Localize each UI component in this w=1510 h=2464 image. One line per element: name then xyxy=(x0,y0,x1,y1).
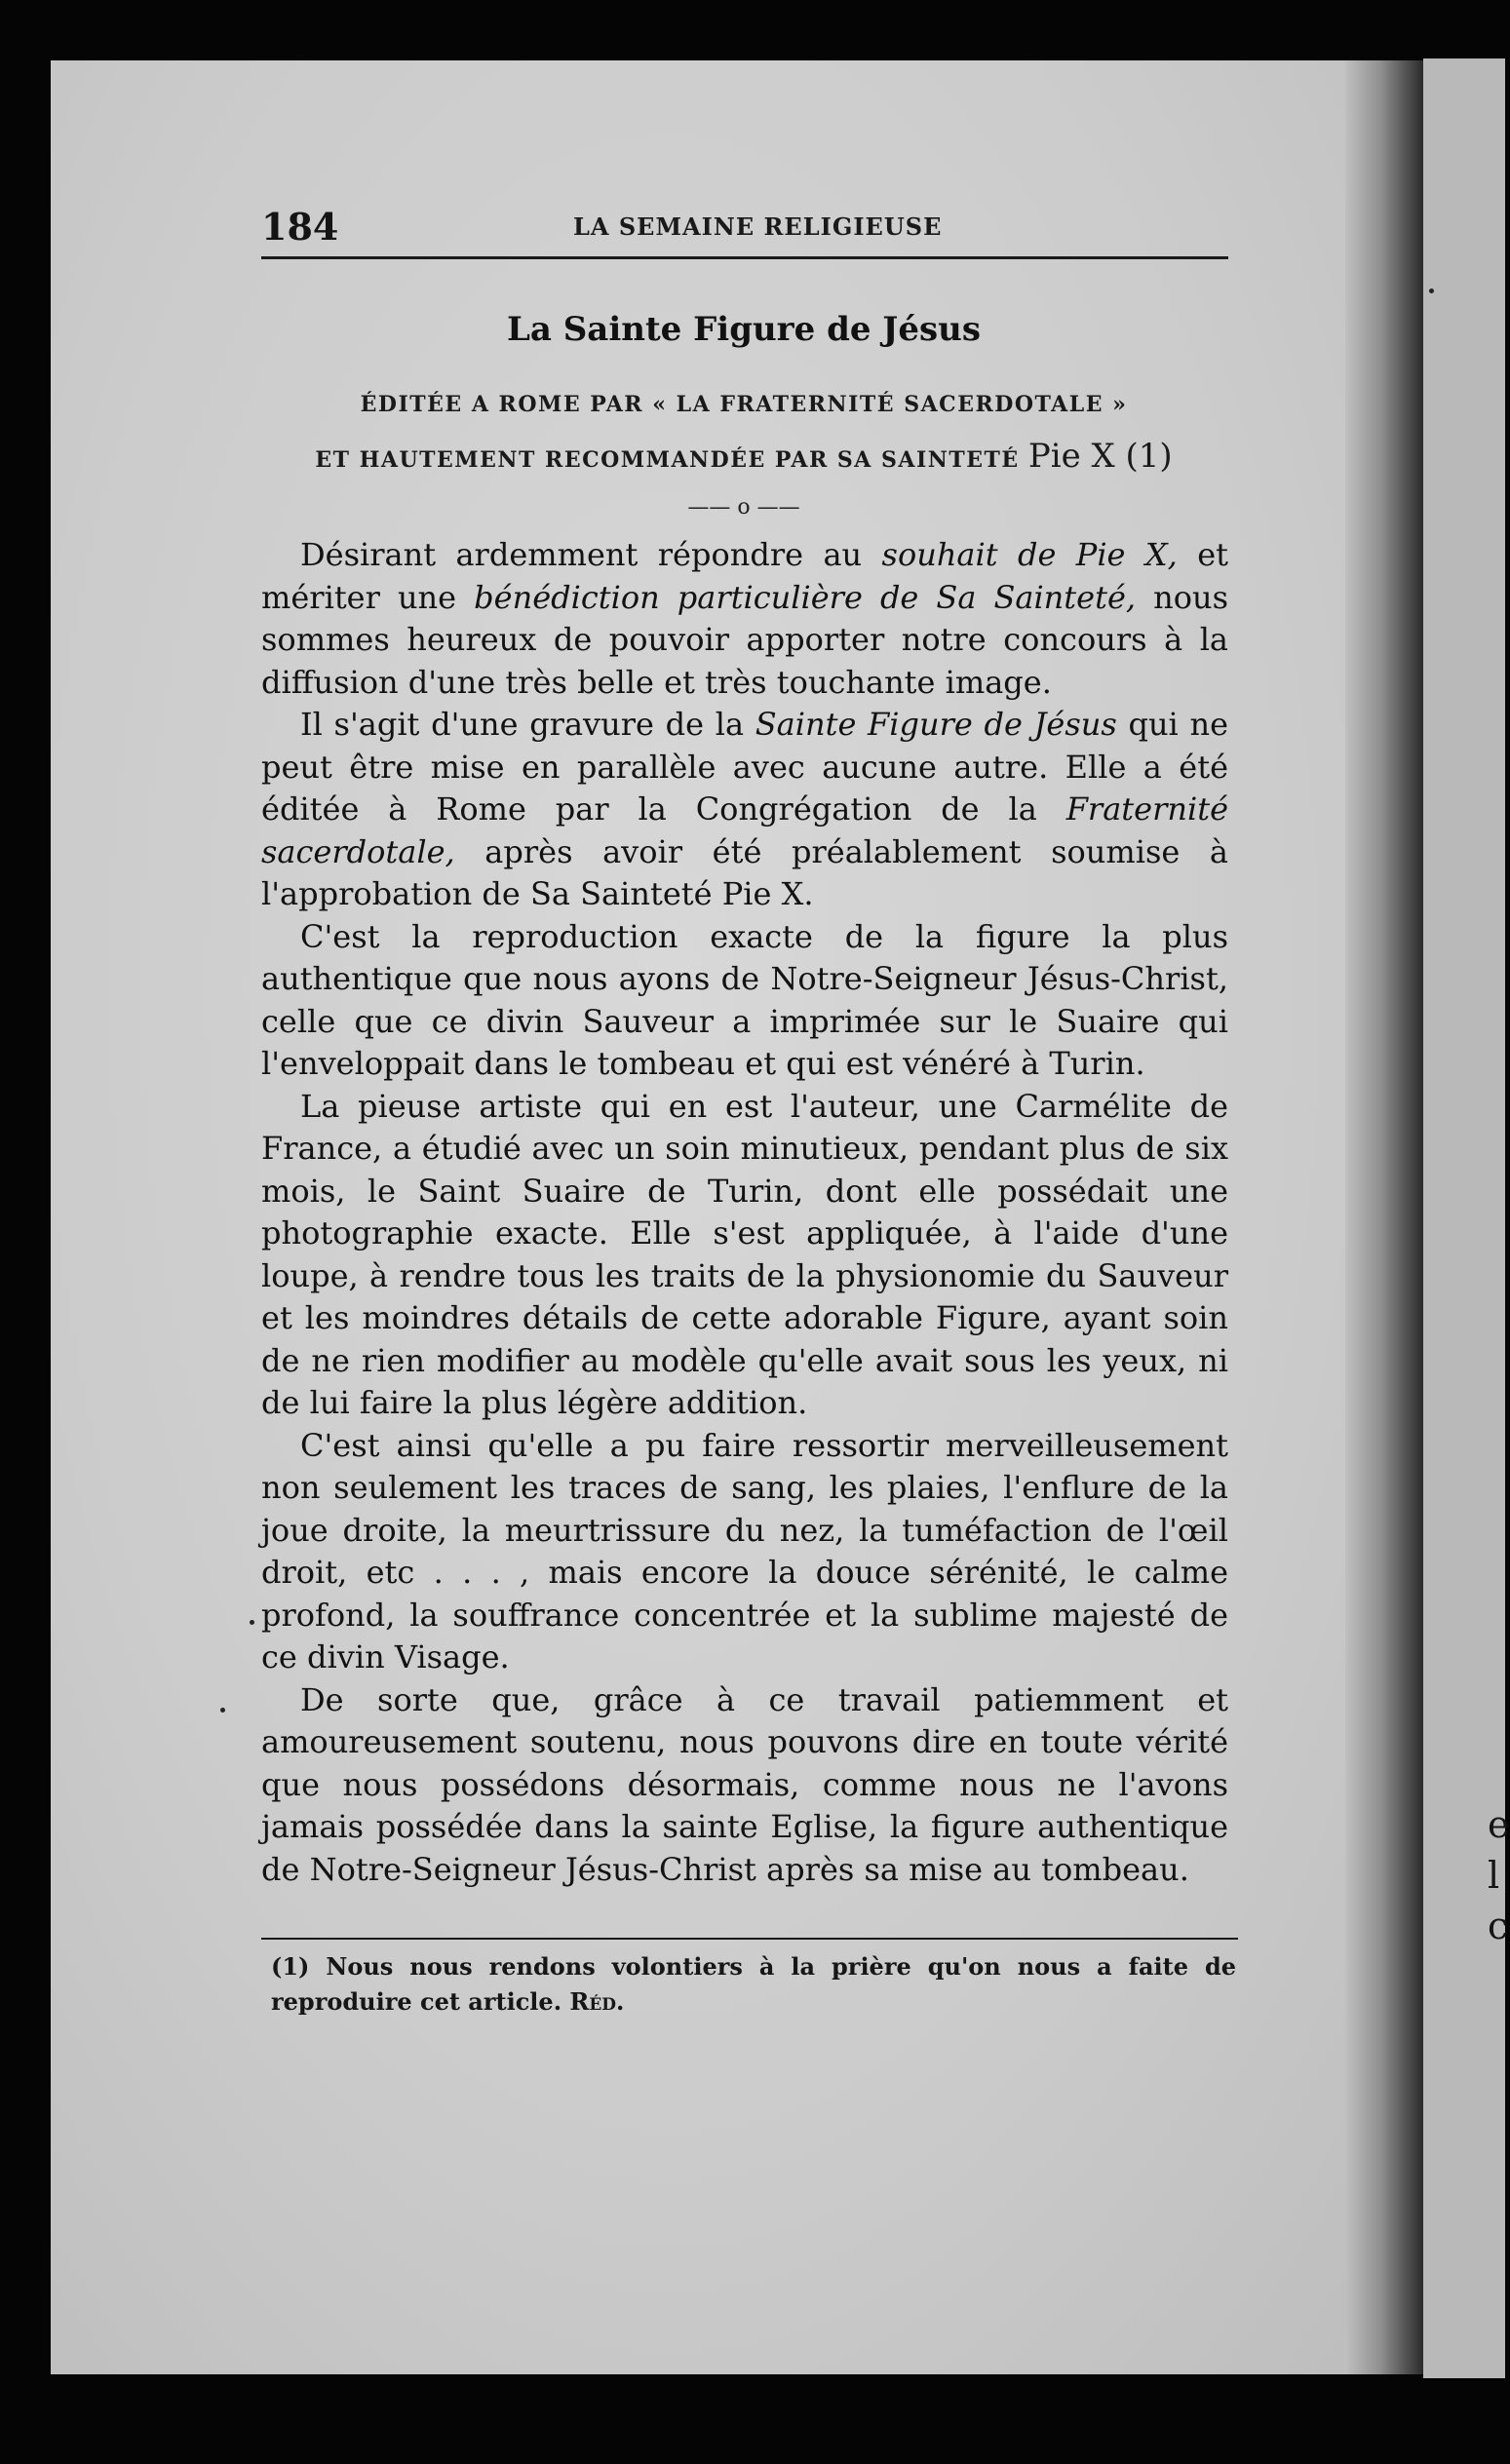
paragraph-text: après avoir été préalablement soumise à l'approbation de Sa Sainteté Pie X. xyxy=(261,832,1228,912)
footnote-text: (1) Nous nous rendons volontiers à la prière qu'on nous a faite de reproduire cet article. xyxy=(271,1952,1236,2016)
paragraph xyxy=(261,534,1228,704)
paragraph xyxy=(261,704,1228,916)
running-head: LA SEMAINE RELIGIEUSE xyxy=(573,212,943,241)
footnote xyxy=(271,1949,1236,2020)
paragraph: De sorte que, grâce à ce travail patiemment et amoureusement soutenu, nous pouvons dire en toute vérité que nous possédons désormais, comme nous ne l'avons jamais possédée dans la sainte Eglise, la figure authentique de Notre-Seigneur Jésus-Christ après sa mise au tombeau. xyxy=(261,1680,1228,1888)
scan-speck xyxy=(250,1620,254,1625)
paragraph-text: qui ne peut être mise en parallèle avec aucune autre. Elle a été éditée à Rome par la Congrégation de la xyxy=(261,706,1229,828)
article-title: La Sainte Figure de Jésus xyxy=(506,310,982,349)
page-header xyxy=(261,205,1226,253)
footnote-rule xyxy=(261,1938,1238,1940)
paragraph: C'est ainsi qu'elle a pu faire ressortir merveilleusement non seulement les traces de sang, les plaies, l'enflure de la joue droite, la meurtrissure du nez, la tuméfaction de l'œil droit, etc . . . , mais encore la douce sérénité, le calme profond, la souffrance concentrée et la sublime majesté de ce divin Visage. xyxy=(261,1426,1228,1675)
paragraph-italic: bénédiction particulière de Sa Sainteté, xyxy=(474,578,1137,616)
paragraph-italic: souhait de Pie X, xyxy=(881,536,1178,573)
subtitle-text: ET HAUTEMENT RECOMMANDÉE PAR SA SAINTETÉ xyxy=(315,447,1020,473)
scan-speck xyxy=(220,1708,225,1713)
paragraph-text: nous sommes heureux de pouvoir apporter notre concours à la diffusion d'une très belle et très touchante image. xyxy=(261,578,1229,701)
paragraph-text: Désirant ardemment répondre au xyxy=(300,536,882,573)
subtitle-pope-name: Pie X (1) xyxy=(1027,437,1173,476)
scan-speck xyxy=(1429,289,1434,293)
adjacent-page-fragment: l xyxy=(1488,1854,1500,1897)
paragraph: C'est la reproduction exacte de la figure la plus authentique que nous ayons de Notre-Seigneur Jésus-Christ, celle que ce divin Sauveur a imprimée sur le Suaire qui l'enveloppait dans le tombeau et qui est vénéré à Turin. xyxy=(261,917,1228,1082)
adjacent-page-fragment: c xyxy=(1488,1905,1509,1947)
article-body xyxy=(261,534,1228,1891)
separator-ornament: —— o —— xyxy=(687,495,800,520)
paragraph: La pieuse artiste qui en est l'auteur, une Carmélite de France, a étudié avec un soin minutieux, pendant plus de six mois, le Saint Suaire de Turin, dont elle possédait une photographie exacte. Elle s'est appliquée, à l'aide d'une loupe, à rendre tous les traits de la physionomie du Sauveur et les moindres détails de cette adorable Figure, ayant soin de ne rien modifier au modèle qu'elle avait sous les yeux, ni de lui faire la plus légère addition. xyxy=(261,1087,1228,1421)
header-rule xyxy=(261,256,1228,259)
page-gutter-shadow xyxy=(1345,60,1423,2374)
paragraph-italic: Sainte Figure de Jésus xyxy=(755,706,1117,743)
footnote-signature: Réd. xyxy=(569,1987,625,2016)
paragraph-text: Il s'agit d'une gravure de la xyxy=(300,706,755,743)
article-subtitle-line-2 xyxy=(261,437,1226,476)
adjacent-page-edge xyxy=(1423,58,1510,2378)
page-number: 184 xyxy=(261,205,339,249)
article-subtitle-line-1: ÉDITÉE A ROME PAR « LA FRATERNITÉ SACERDOTALE » xyxy=(360,392,1128,417)
adjacent-page-fragment: e xyxy=(1488,1803,1510,1846)
paragraph-text: et mériter une xyxy=(261,536,1229,616)
paragraph-italic: Fraternité sacerdotale, xyxy=(261,790,1228,870)
